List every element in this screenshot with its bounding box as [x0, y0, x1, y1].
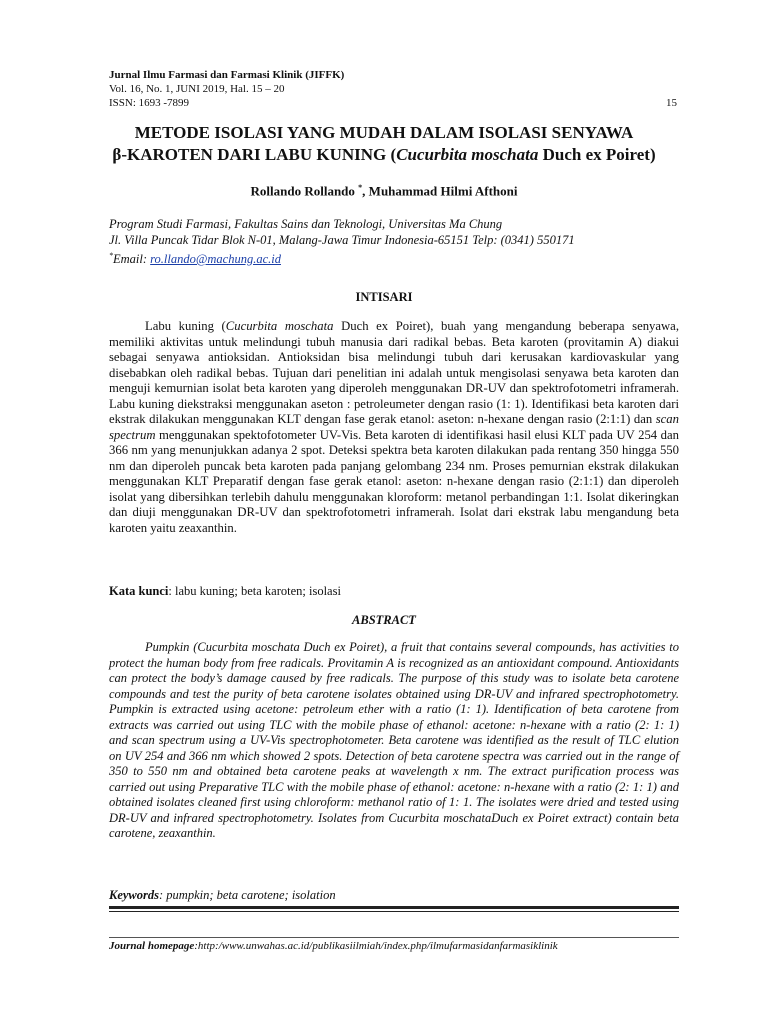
authors: [80, 183, 688, 199]
email-link[interactable]: ro.llando@machung.ac.id: [150, 252, 281, 267]
divider-thin: [109, 911, 679, 912]
homepage-url[interactable]: :http:/www.unwahas.ac.id/publikasiilmiah/index.php/ilmufarmasidanfarmasiklinik: [194, 940, 558, 952]
author-first: Rollando Rollando: [250, 183, 359, 199]
footer-divider: [109, 937, 679, 938]
title-line-2: [80, 144, 688, 166]
kata-kunci-label: Kata kunci: [109, 584, 169, 598]
intisari-text-1: Labu kuning (: [145, 319, 226, 333]
abstract-heading: ABSTRACT: [352, 613, 416, 627]
title-line-2-prefix: β-KAROTEN DARI LABU KUNING (: [112, 145, 397, 164]
journal-homepage: [109, 940, 558, 952]
kata-kunci-text: : labu kuning; beta karoten; isolasi: [168, 584, 341, 598]
intisari-species: Cucurbita moschata: [225, 319, 334, 333]
affiliation-line-2: Jl. Villa Puncak Tidar Blok N-01, Malang-Jawa Timur Indonesia-65151 Telp: (0341) 550171: [109, 233, 575, 247]
keywords: [109, 888, 336, 903]
keywords-text: : pumpkin; beta carotene; isolation: [159, 888, 336, 902]
abstract-paragraph: [109, 640, 679, 842]
keywords-label: Keywords: [109, 888, 159, 902]
divider-thick: [109, 906, 679, 909]
homepage-label: Journal homepage: [109, 940, 195, 952]
title-line-2-suffix: Duch ex Poiret): [538, 145, 656, 164]
title-line-1: METODE ISOLASI YANG MUDAH DALAM ISOLASI SENYAWA: [134, 123, 634, 142]
paper-title: [80, 122, 688, 166]
corresponding-mark: *: [358, 183, 363, 192]
intisari-scan-spectrum: scan spectrum: [109, 412, 679, 442]
journal-issn: ISSN: 1693 -7899: [109, 97, 190, 109]
affiliation: [109, 216, 689, 267]
email-label: Email:: [113, 252, 151, 267]
email-mark: *: [109, 251, 113, 260]
intisari-text-3: menggunakan spektofotometer UV-Vis. Beta karoten di identifikasi hasil elusi KLT pada UV 254 dan 366 nm yang menunjukkan adanya 2 spot. Deteksi spektra beta karoten dilakukan pada rentang 350 hingga 550 nm dan diperoleh puncak beta karoten pada panjang gelombang 234 nm. Proses pemurnian ekstrak dilakukan menggunakan KLT Preparatif dengan fase gerak etanol: aseton: n-hexane dengan rasio (2:1:1) dan diperoleh isolat yang dibersihkan terlebih dahulu menggunakan kloroform: metanol perbandingan 1:1. Isolat dikeringkan dan diuji menggunakan DR-UV dan spektrofotometri inframerah. Isolat dari ekstrak labu mengandung beta karoten yaitu zeaxanthin.: [109, 427, 679, 535]
title-species: Cucurbita moschata: [396, 145, 539, 164]
intisari-heading: INTISARI: [355, 290, 413, 304]
email-line: [109, 248, 689, 267]
page-number: 15: [666, 97, 677, 109]
author-rest: , Muhammad Hilmi Afthoni: [362, 183, 518, 199]
affiliation-line-1: Program Studi Farmasi, Fakultas Sains dan Teknologi, Universitas Ma Chung: [109, 217, 503, 231]
intisari-text-2: Duch ex Poiret), buah yang mengandung beberapa senyawa, memiliki aktivitas untuk melindungi tubuh manusia dari radikal bebas. Beta karoten (provitamin A) diakui sebagai senyawa antioksidan. Antioksidan bisa melindungi tubuh dari kerusakan kardiovaskular yang disebabkan oleh radikal bebas. Tujuan dari penelitian ini adalah untuk mengisolasi senyawa beta karoten dan menguji kemurnian isolat beta karoten yang diperoleh menggunakan DR-UV dan spektrofotometri inframerah. Labu kuning diekstraksi menggunakan aseton : petroleumeter dengan rasio (1: 1). Identifikasi beta karoten dari ekstrak dilakukan menggunakan KLT dengan fase gerak etanol: aseton: n-hexane dengan rasio (2:1:1) dan: [109, 319, 679, 426]
journal-volume: Vol. 16, No. 1, JUNI 2019, Hal. 15 – 20: [109, 83, 285, 95]
intisari-paragraph: [109, 319, 679, 536]
kata-kunci: [109, 584, 341, 599]
abstract-text: Pumpkin (Cucurbita moschata Duch ex Poiret), a fruit that contains several compounds, has activities to protect the human body from free radicals. Provitamin A is recognized as an antioxidant compound. Antioxidants can protect the body’s damage caused by free radicals. The purpose of this study was to isolate beta carotene compounds and test the purity of beta carotene isolates obtained using DR-UV and infrared spectrophotometry. Pumpkin is extracted using acetone: petroleum ether with a ratio (1: 1). Identification of beta carotene from extracts was carried out using TLC with the mobile phase of ethanol: acetone: n-hexane with a ratio (2: 1: 1) and scan spectrum using a UV-Vis spectrophotometer. Beta carotene was identified as the result of TLC elution on UV 254 and 366 nm which showed 2 spots. Detection of beta carotene spectra was carried out in the range of 350 to 550 nm and obtained beta carotene peaks at wavelength x nm. The extract purification process was carried out using Preparative TLC with the mobile phase of ethanol: acetone: n-hexane with a ratio (2: 1: 1) and obtained isolates cleaned first using chloroform: methanol ratio of 1: 1. The isolates were dried and tested using DR-UV and infrared spectrophotometry. Isolates from Cucurbita moschataDuch ex Poiret extract) contain beta carotene, zeaxanthin.: [109, 640, 679, 840]
journal-name: Jurnal Ilmu Farmasi dan Farmasi Klinik (JIFFK): [109, 69, 345, 81]
